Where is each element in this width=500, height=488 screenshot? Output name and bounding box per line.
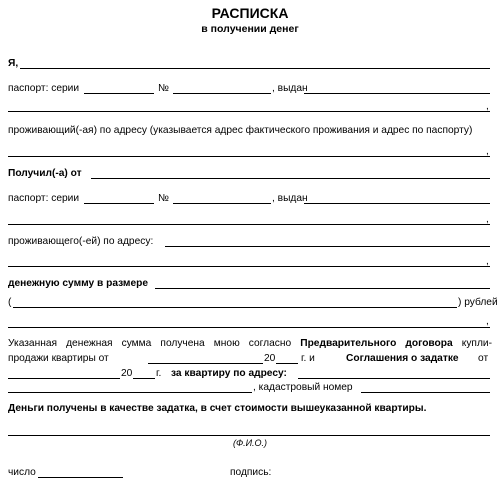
date-label: число bbox=[8, 467, 36, 478]
agreement-text: продажи квартиры от bbox=[8, 353, 109, 364]
contract-date-field[interactable] bbox=[148, 352, 263, 364]
rubles-label: ) рублей bbox=[458, 297, 498, 308]
apartment-address-label: за квартиру по адресу: bbox=[171, 368, 287, 379]
apartment-address-field[interactable] bbox=[298, 367, 490, 379]
amount-label: денежную сумму в размере bbox=[8, 278, 149, 289]
receiver-issued-continuation[interactable] bbox=[8, 224, 490, 225]
receiver-address-field[interactable] bbox=[165, 235, 490, 247]
giver-address-label: проживающий(-ая) по адресу (указывается адрес фактического проживания и адрес по паспорту) bbox=[8, 125, 473, 136]
ya-label: Я, bbox=[8, 58, 19, 69]
amount-words-field[interactable] bbox=[13, 296, 457, 308]
agreement-text: г. и bbox=[301, 353, 315, 364]
fio-caption: (Ф.И.О.) bbox=[232, 438, 268, 448]
signature-label: подпись: bbox=[230, 467, 272, 478]
deposit-date-field[interactable] bbox=[8, 367, 120, 379]
comma-mark: , bbox=[486, 146, 489, 157]
giver-passport-series-field[interactable] bbox=[84, 82, 154, 94]
deposit-year-field[interactable] bbox=[133, 367, 155, 379]
apartment-address-continuation[interactable] bbox=[8, 381, 252, 393]
receiver-number-label: № bbox=[158, 193, 169, 204]
fio-field[interactable] bbox=[8, 435, 490, 436]
signature-field[interactable] bbox=[276, 466, 376, 478]
giver-issued-label: , выдан bbox=[272, 83, 308, 94]
agreement-line-1 bbox=[8, 337, 492, 350]
comma-mark: , bbox=[486, 256, 489, 267]
cadastral-label: , кадастровый номер bbox=[253, 382, 353, 393]
deposit-agreement-label: Соглашения о задатке bbox=[346, 353, 459, 364]
receiver-name-field[interactable] bbox=[91, 167, 490, 179]
comma-mark: , bbox=[486, 214, 489, 225]
agreement-text: Указанная денежная сумма получена мною согласно bbox=[8, 338, 292, 349]
giver-issued-field[interactable] bbox=[304, 82, 490, 94]
amount-words-continuation[interactable] bbox=[8, 327, 490, 328]
giver-passport-label: паспорт: серии bbox=[8, 83, 80, 94]
comma-mark: , bbox=[486, 316, 489, 327]
giver-name-field[interactable] bbox=[20, 57, 490, 69]
date-field[interactable] bbox=[38, 466, 123, 478]
comma-mark: , bbox=[486, 101, 489, 112]
giver-passport-number-field[interactable] bbox=[173, 82, 271, 94]
giver-number-label: № bbox=[158, 83, 169, 94]
deposit-note: Деньги получены в качестве задатка, в счет стоимости вышеуказанной квартиры. bbox=[8, 403, 427, 414]
document-subtitle: в получении денег bbox=[201, 23, 299, 35]
agreement-text: г. bbox=[156, 368, 162, 379]
received-from-label: Получил(-а) от bbox=[8, 168, 82, 179]
receiver-address-continuation[interactable] bbox=[8, 266, 490, 267]
giver-address-field[interactable] bbox=[8, 156, 490, 157]
year-prefix: 20 bbox=[121, 368, 133, 379]
open-paren: ( bbox=[8, 297, 12, 308]
receiver-passport-series-field[interactable] bbox=[84, 192, 154, 204]
amount-digits-field[interactable] bbox=[155, 277, 490, 289]
receiver-issued-label: , выдан bbox=[272, 193, 308, 204]
agreement-text: от bbox=[478, 353, 489, 364]
agreement-text: купли- bbox=[461, 338, 492, 349]
giver-issued-continuation[interactable] bbox=[8, 111, 490, 112]
preliminary-contract-label: Предварительного договора bbox=[300, 338, 453, 349]
receiver-issued-field[interactable] bbox=[304, 192, 490, 204]
cadastral-number-field[interactable] bbox=[361, 381, 490, 393]
contract-year-field[interactable] bbox=[276, 352, 298, 364]
year-prefix: 20 bbox=[264, 353, 276, 364]
receiver-passport-label: паспорт: серии bbox=[8, 193, 80, 204]
receiver-passport-number-field[interactable] bbox=[173, 192, 271, 204]
document-title: РАСПИСКА bbox=[211, 5, 289, 21]
receiver-address-label: проживающего(-ей) по адресу: bbox=[8, 236, 154, 247]
